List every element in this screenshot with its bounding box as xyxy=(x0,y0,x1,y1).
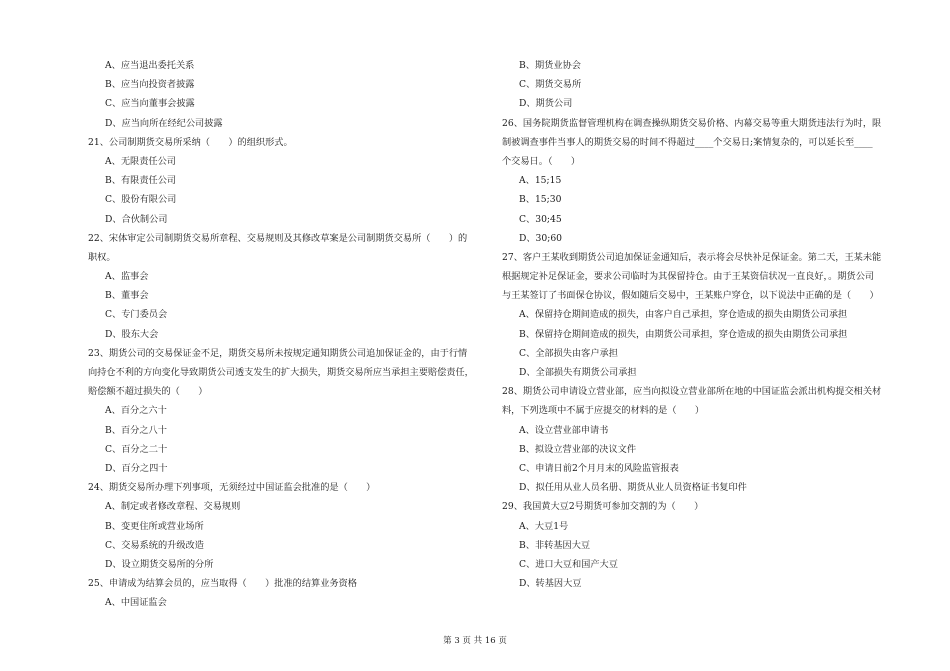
answer-option: B、非转基因大豆 xyxy=(519,539,591,551)
answer-option: C、应当向董事会披露 xyxy=(105,98,195,110)
question-text: 根据规定补足保证金，要求公司临时为其保留持仓。由于王某资信状况一直良好，。期货公司 xyxy=(502,271,875,283)
question-text: 24、期货交易所办理下列事项，无须经过中国证监会批准的是（ ） xyxy=(88,482,376,494)
question-text: 22、宋体审定公司制期货交易所章程、交易规则及其修改草案是公司制期货交易所（ ）的 xyxy=(88,232,468,244)
question-text: 料，下列选项中不属于应提交的材料的是（ ） xyxy=(502,405,705,417)
answer-option: D、百分之四十 xyxy=(105,462,168,474)
answer-option: B、15;30 xyxy=(519,194,562,206)
answer-option: A、设立营业部申请书 xyxy=(519,424,609,436)
left-column xyxy=(88,56,488,612)
answer-option: B、保留持仓期间造成的损失，由期货公司承担，穿仓造成的损失由期货公司承担 xyxy=(519,328,848,340)
answer-option: D、拟任用从业人员名册、期货从业人员资格证书复印件 xyxy=(519,482,747,494)
answer-option: C、百分之二十 xyxy=(105,443,168,455)
answer-option: B、应当向投资者披露 xyxy=(105,79,195,91)
answer-option: D、设立期货交易所的分所 xyxy=(105,558,214,570)
question-text: 29、我国黄大豆2号期货可参加交割的为（ ） xyxy=(502,501,704,513)
answer-option: D、全部损失有期货公司承担 xyxy=(519,367,637,378)
answer-option: A、大豆1号 xyxy=(519,520,569,532)
question-text: 个交易日。（ ） xyxy=(502,155,581,167)
answer-option: B、期货业协会 xyxy=(519,60,581,71)
answer-option: D、期货公司 xyxy=(519,98,573,110)
answer-option: C、专门委员会 xyxy=(105,309,168,321)
answer-option: A、15;15 xyxy=(519,175,562,187)
question-text: 27、客户王某收到期货公司追加保证金通知后，表示将会尽快补足保证金。第二天，王某未能 xyxy=(502,251,882,263)
answer-option: B、变更住所或营业场所 xyxy=(105,520,204,532)
question-text: 28、期货公司申请设立营业部，应当向拟设立营业部所在地的中国证监会派出机构提交相关材 xyxy=(502,386,882,398)
answer-option: D、合伙制公司 xyxy=(105,213,168,225)
answer-option: B、董事会 xyxy=(105,290,149,302)
answer-option: A、无限责任公司 xyxy=(105,155,176,167)
question-text: 向持仓不利的方向变化导致期货公司透支发生的扩大损失，期货交易所应当承担主要赔偿责任， xyxy=(88,367,474,378)
answer-option: C、30;45 xyxy=(519,213,562,225)
question-text: 制被调查事件当事人的期货交易的时间不得超过____个交易日;案情复杂的，可以延长至____ xyxy=(502,136,873,148)
question-text: 25、申请成为结算会员的，应当取得（ ）批准的结算业务资格 xyxy=(88,578,357,590)
page-footer: 第 3 页 共 16 页 xyxy=(443,636,507,646)
question-text: 23、期货公司的交易保证金不足，期货交易所未按规定通知期货公司追加保证金的，由于行情 xyxy=(88,347,468,359)
question-text: 与王某签订了书面保仓协议，假如随后交易中，王某账户穿仓，以下说法中正确的是（ ） xyxy=(502,290,879,302)
answer-option: D、应当向所在经纪公司披露 xyxy=(105,117,223,129)
answer-option: B、有限责任公司 xyxy=(105,175,177,187)
question-text: 职权。 xyxy=(88,251,116,263)
answer-option: D、股东大会 xyxy=(105,328,159,340)
answer-option: D、转基因大豆 xyxy=(519,578,582,590)
answer-option: D、30;60 xyxy=(519,232,563,244)
answer-option: A、应当退出委托关系 xyxy=(105,60,195,71)
answer-option: C、申请日前2个月月末的风险监管报表 xyxy=(519,462,679,474)
question-text: 26、国务院期货监督管理机构在调查操纵期货交易价格、内幕交易等重大期货违法行为时，限 xyxy=(502,117,882,129)
answer-option: C、股份有限公司 xyxy=(105,194,177,206)
answer-option: C、期货交易所 xyxy=(519,79,582,91)
right-column xyxy=(502,56,902,593)
answer-option: C、交易系统的升级改造 xyxy=(105,539,204,551)
answer-option: A、制定或者修改章程、交易规则 xyxy=(105,501,241,513)
answer-option: A、保留持仓期间造成的损失，由客户自己承担，穿仓造成的损失由期货公司承担 xyxy=(519,309,848,321)
answer-option: A、百分之六十 xyxy=(105,405,167,417)
answer-option: B、百分之八十 xyxy=(105,424,167,436)
question-text: 21、公司制期货交易所采纳（ ）的组织形式。 xyxy=(88,136,293,148)
answer-option: A、监事会 xyxy=(105,271,149,283)
answer-option: C、全部损失由客户承担 xyxy=(519,347,618,359)
answer-option: C、进口大豆和国产大豆 xyxy=(519,558,618,570)
question-text: 赔偿额不超过损失的（ ） xyxy=(88,386,208,398)
answer-option: B、拟设立营业部的决议文件 xyxy=(519,443,637,455)
answer-option: A、中国证监会 xyxy=(105,597,167,609)
